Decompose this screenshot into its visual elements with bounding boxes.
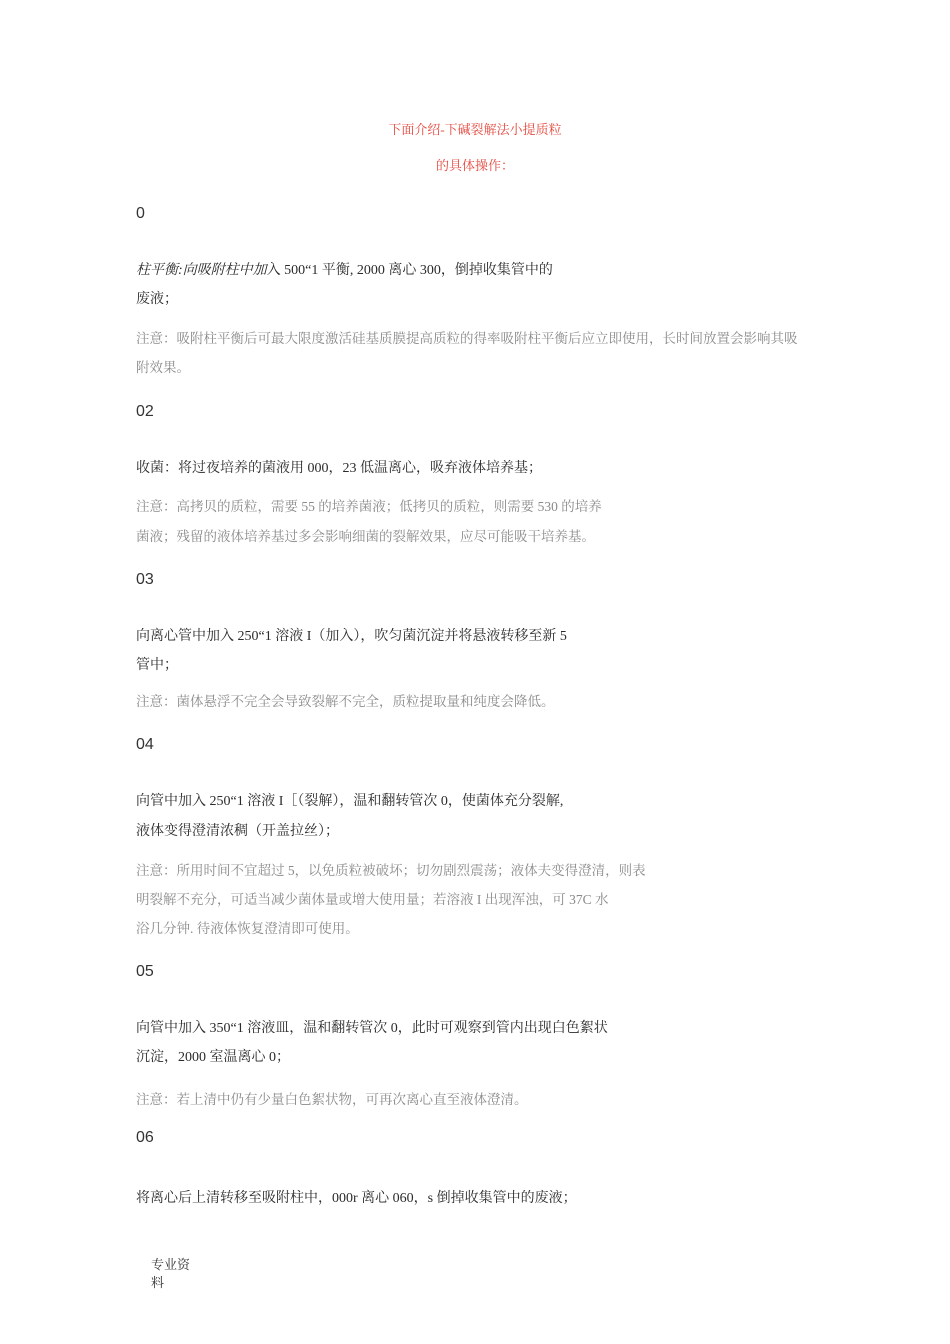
- step-note: 菌液；残留的液体培养基过多会影响细菌的裂解效果，应尽可能吸干培养基。: [136, 529, 595, 544]
- step-note: 浴几分钟. 待液体恢复澄清即可使用。: [136, 921, 359, 936]
- step-note: 注意：菌体悬浮不完全会导致裂解不完全，质粒提取量和纯度会降低。: [136, 694, 555, 709]
- step-note: 注意：所用时间不宜超过 5，以免质粒被破坏；切勿剧烈震荡；液体夫变得澄清，则表: [136, 863, 646, 878]
- step-text: [136, 259, 553, 279]
- step-text-italic: 柱平衡:向吸附柱中加: [136, 263, 267, 278]
- step-note: 明裂解不充分，可适当减少菌体量或增大使用量；若溶液 I 出现浑浊，可 37C 水: [136, 892, 609, 907]
- footer-line: 专业资: [151, 1257, 191, 1272]
- step-number: 05: [136, 963, 154, 980]
- step-number: 0: [136, 205, 145, 222]
- step-note: 注意：若上清中仍有少量白色絮状物，可再次离心直至液体澄清。: [136, 1092, 528, 1107]
- step-text: 管中；: [136, 658, 178, 673]
- step-text: 废液；: [136, 292, 178, 307]
- step-number: 02: [136, 403, 154, 420]
- step-text: 沉淀，2000 室温离心 0；: [136, 1050, 290, 1065]
- step-number: 04: [136, 736, 154, 753]
- step-note: 注意：吸附柱平衡后可最大限度激活硅基质膜提高质粒的得率吸附柱平衡后应立即使用，长时间放置会影响其吸: [136, 331, 798, 346]
- step-number: 06: [136, 1129, 154, 1146]
- document-subtitle: 的具体操作：: [435, 158, 514, 173]
- step-text: 将离心后上清转移至吸附柱中，000r 离心 060，s 倒掉收集管中的废液；: [136, 1191, 577, 1206]
- step-number: 03: [136, 571, 154, 588]
- document-title: 下面介绍-下碱裂解法小提质粒: [388, 122, 562, 137]
- step-text: 液体变得澄清浓稠（开盖拉丝）；: [136, 824, 339, 839]
- footer-line: 料: [151, 1275, 165, 1290]
- step-text: 向管中加入 350“1 溶液皿，温和翻转管次 0，此时可观察到管内出现白色絮状: [136, 1021, 608, 1036]
- footer-label: [151, 1256, 190, 1292]
- step-text: 向管中加入 250“1 溶液 I［（裂解），温和翻转管次 0，使菌体充分裂解,: [136, 794, 564, 809]
- step-text: 收菌：将过夜培养的菌液用 000，23 低温离心，吸弃液体培养基；: [136, 461, 542, 476]
- step-note: 注意：高拷贝的质粒，需要 55 的培养菌液；低拷贝的质粒，则需要 530 的培养: [136, 499, 602, 514]
- step-text-rest: 入 500“1 平衡, 2000 离心 300，倒掉收集管中的: [266, 263, 553, 278]
- step-text: 向离心管中加入 250“1 溶液 I（加入），吹匀菌沉淀并将悬液转移至新 5: [136, 629, 567, 644]
- step-note: 附效果。: [136, 360, 190, 375]
